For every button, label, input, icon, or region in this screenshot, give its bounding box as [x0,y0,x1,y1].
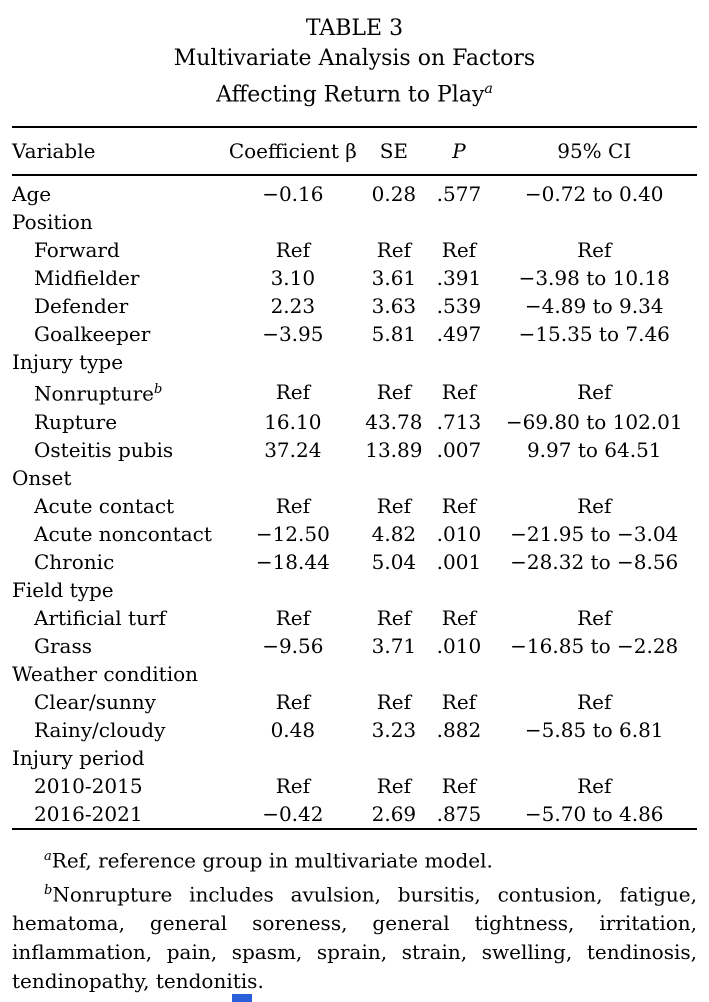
se-cell: Ref [376,493,412,518]
group-header-row [12,464,697,492]
coefficient-cell: Ref [275,773,310,798]
variable-label: Artificial turf [34,605,166,630]
footnote-b [12,876,697,997]
ci-cell: Ref [577,493,612,518]
p-cell: .010 [436,633,482,658]
ci-cell: −3.98 to 10.18 [518,266,670,291]
se-cell [361,464,426,492]
coefficient-cell [224,348,361,376]
variable-label: 2010-2015 [34,773,143,798]
group-header-row [12,348,697,376]
variable-label: Rupture [34,409,118,434]
p-cell [426,464,491,492]
p-cell: Ref [441,380,477,405]
p-cell [426,348,491,376]
group-label: Weather condition [12,661,199,686]
ci-cell [491,660,697,688]
p-cell: Ref [441,773,477,798]
coefficient-cell: Ref [275,605,310,630]
p-cell: Ref [441,605,477,630]
se-cell: 3.71 [371,633,417,658]
p-cell: Ref [441,493,477,518]
coefficient-cell: 37.24 [264,437,322,462]
coefficient-cell [224,744,361,772]
coefficient-cell: −3.95 [262,322,324,347]
p-cell: .577 [436,182,482,207]
table-row [12,800,697,829]
table-row [12,292,697,320]
variable-label: Chronic [34,549,115,574]
se-cell: Ref [376,605,412,630]
coefficient-cell: Ref [275,689,310,714]
table-number: TABLE 3 [305,16,404,41]
coefficient-cell: −18.44 [255,549,330,574]
group-header-row [12,744,697,772]
ci-cell: 9.97 to 64.51 [526,437,662,462]
se-cell: 3.63 [371,294,417,319]
se-cell: Ref [376,238,412,263]
p-cell [426,744,491,772]
table-row [12,320,697,348]
table-subtitle-line1: Multivariate Analysis on Factors [173,46,536,71]
ci-cell: −0.72 to 0.40 [524,182,664,207]
multivariate-analysis-table [12,126,697,830]
coefficient-cell: Ref [275,493,310,518]
ci-cell [491,208,697,236]
table-row [12,520,697,548]
ci-cell: Ref [577,605,612,630]
table-row [12,772,697,800]
ci-cell: Ref [577,773,612,798]
ci-cell: −69.80 to 102.01 [505,409,683,434]
group-header-row [12,576,697,604]
ci-cell: −15.35 to 7.46 [518,322,670,347]
footnote-marker-b: b [153,382,163,398]
coefficient-cell [224,464,361,492]
table-row [12,716,697,744]
ci-cell [491,744,697,772]
se-cell: 5.81 [371,322,417,347]
table-row [12,632,697,660]
se-cell: 5.04 [371,549,417,574]
se-cell: 3.61 [371,266,417,291]
coefficient-cell: −0.16 [262,182,324,207]
ci-cell: −16.85 to −2.28 [510,633,679,658]
p-cell: Ref [441,238,477,263]
ci-cell [491,464,697,492]
table-row [12,436,697,464]
se-cell [361,208,426,236]
footnote-a-text: Ref, reference group in multivariate model. [51,848,493,873]
p-cell: .875 [436,801,482,826]
group-label: Field type [12,577,114,602]
variable-label: Forward [34,238,120,263]
group-label: Onset [12,465,72,490]
coefficient-cell: 2.23 [270,294,316,319]
variable-label: Nonrupture$^b$ [34,381,163,406]
ci-cell [491,348,697,376]
p-cell: .497 [436,322,482,347]
coefficient-cell: 3.10 [270,266,316,291]
coefficient-cell [224,576,361,604]
p-cell [426,660,491,688]
se-cell: 0.28 [371,182,417,207]
group-label: Position [12,210,93,235]
group-label: Injury type [12,350,124,375]
se-cell: 13.89 [365,437,423,462]
ci-cell: Ref [577,380,612,405]
variable-label: Age [12,182,52,207]
se-cell: Ref [376,689,412,714]
table-row [12,548,697,576]
ci-cell: −5.70 to 4.86 [524,801,664,826]
table-subtitle-text: Affecting Return to Play [216,82,485,108]
table-row [12,175,697,208]
variable-label: 2016-2021 [34,801,143,826]
ci-cell: −5.85 to 6.81 [524,717,664,742]
variable-label: Acute contact [34,493,175,518]
variable-label: Osteitis pubis [34,437,174,462]
footnote-a-marker: a [44,848,52,864]
ci-cell: −4.89 to 9.34 [524,294,664,319]
p-cell: .391 [436,266,482,291]
column-header-p: P [452,139,466,164]
header-row [12,127,697,175]
p-cell: .007 [436,437,482,462]
cropped-content-fragment [232,994,252,1002]
se-cell [361,576,426,604]
table-row [12,376,697,408]
table-row [12,604,697,632]
coefficient-cell: −12.50 [255,521,330,546]
p-cell: .010 [436,521,482,546]
se-cell [361,348,426,376]
se-cell: Ref [376,380,412,405]
table-footnotes [12,842,697,996]
variable-label: Midfielder [34,266,140,291]
column-header-se: SE [379,139,409,164]
p-cell: .001 [436,549,482,574]
footnote-b-text: Nonrupture includes avulsion, bursitis, contusion, fatigue, hematoma, general soreness, general tightness, irritation, inflammation, pain, spasm, sprain, strain, swelling, tendinosis, tendinopathy, tendonitis. [12,882,697,994]
ci-cell: −28.32 to −8.56 [510,549,679,574]
se-cell: 2.69 [371,801,417,826]
table-title-block [12,14,697,110]
coefficient-cell: −0.42 [262,801,324,826]
se-cell: 43.78 [365,409,423,434]
ci-cell: Ref [577,689,612,714]
table-row [12,688,697,716]
column-header-ci: 95% CI [557,139,632,164]
variable-label: Rainy/cloudy [34,717,166,742]
table-subtitle-line2 [12,74,697,110]
group-header-row [12,208,697,236]
se-cell [361,744,426,772]
column-header-variable: Variable [12,139,96,164]
table-row [12,236,697,264]
table-row [12,492,697,520]
ci-cell: Ref [577,238,612,263]
p-cell [426,576,491,604]
coefficient-cell: −9.56 [262,633,324,658]
se-cell: Ref [376,773,412,798]
variable-label: Grass [34,633,92,658]
coefficient-cell: Ref [275,380,310,405]
se-cell [361,660,426,688]
se-cell: 3.23 [371,717,417,742]
variable-label: Clear/sunny [34,689,156,714]
footnote-a [12,842,697,876]
coefficient-cell [224,208,361,236]
ci-cell [491,576,697,604]
group-header-row [12,660,697,688]
coefficient-cell: 16.10 [264,409,322,434]
table-row [12,264,697,292]
variable-label: Acute noncontact [34,521,212,546]
p-cell [426,208,491,236]
footnote-marker-a: a [484,81,493,97]
table-header [12,127,697,175]
ci-cell: −21.95 to −3.04 [510,521,679,546]
p-cell: Ref [441,689,477,714]
column-header-coefficient: Coefficient β [228,139,357,164]
table-body [12,175,697,829]
coefficient-cell [224,660,361,688]
variable-label: Goalkeeper [34,322,151,347]
variable-label: Defender [34,294,129,319]
footnote-b-marker: b [44,882,53,898]
coefficient-cell: Ref [275,238,310,263]
p-cell: .882 [436,717,482,742]
coefficient-cell: 0.48 [270,717,316,742]
group-label: Injury period [12,745,145,770]
p-cell: .713 [436,409,482,434]
table-row [12,408,697,436]
p-cell: .539 [436,294,482,319]
se-cell: 4.82 [371,521,417,546]
